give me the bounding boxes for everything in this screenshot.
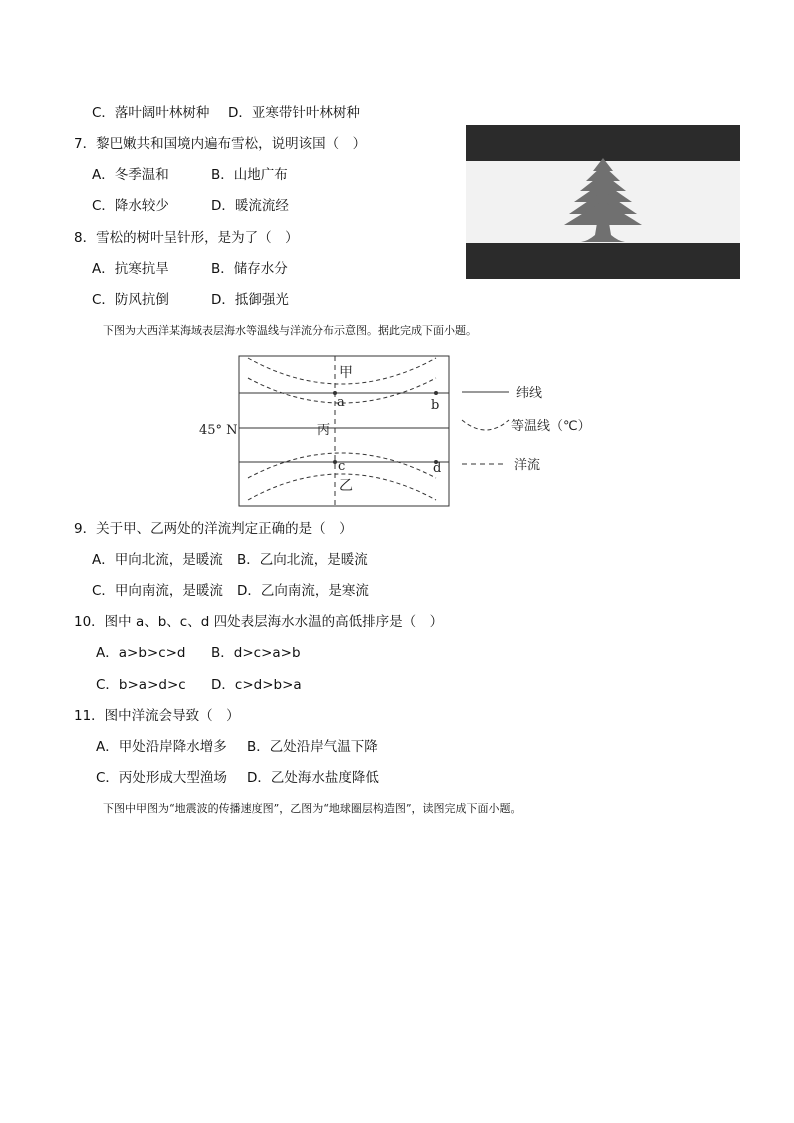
q10-option-c: C．b>a>d>c — [96, 677, 186, 693]
q8-option-a: A．抗寒抗旱 — [92, 261, 169, 277]
q7-option-a: A．冬季温和 — [92, 167, 169, 183]
flag-top-band — [466, 125, 740, 161]
label-a: a — [337, 395, 345, 410]
q7-option-c: C．降水较少 — [92, 198, 169, 214]
point-c — [333, 460, 337, 464]
latitude-45n-label: 45° N — [199, 423, 238, 438]
q11-stem: 11．图中洋流会导致（ ） — [74, 708, 240, 724]
q10-stem: 10．图中 a、b、c、d 四处表层海水水温的高低排序是（ ） — [74, 614, 444, 630]
q11-option-a: A．甲处沿岸降水增多 — [96, 739, 227, 755]
label-b: b — [431, 398, 440, 413]
q8-option-c: C．防风抗倒 — [92, 292, 169, 308]
q7-option-b: B．山地广布 — [211, 167, 288, 183]
label-jia: 甲 — [339, 365, 353, 381]
q6-option-d: D．亚寒带针叶林树种 — [228, 105, 360, 121]
q10-option-d: D．c>d>b>a — [211, 677, 302, 693]
label-yi: 乙 — [339, 478, 353, 494]
lebanon-flag-image — [466, 125, 740, 279]
q11-option-d: D．乙处海水盐度降低 — [247, 770, 379, 786]
q11-option-b: B．乙处沿岸气温下降 — [247, 739, 378, 755]
q9-option-c: C．甲向南流，是暖流 — [92, 583, 223, 599]
point-b — [434, 391, 438, 395]
flag-bottom-band — [466, 243, 740, 279]
legend-latitude-label: 纬线 — [516, 386, 543, 401]
q9-stem: 9．关于甲、乙两处的洋流判定正确的是（ ） — [74, 521, 353, 537]
q10-option-a: A．a>b>c>d — [96, 645, 186, 661]
intro-ocean-diagram: 下图为大西洋某海域表层海水等温线与洋流分布示意图。据此完成下面小题。 — [103, 324, 477, 337]
ocean-isotherm-diagram — [196, 350, 616, 510]
q10-option-b: B．d>c>a>b — [211, 645, 301, 661]
label-d: d — [433, 461, 442, 476]
legend-current-label: 洋流 — [514, 458, 541, 473]
q7-stem: 7．黎巴嫩共和国境内遍布雪松，说明该国（ ） — [74, 136, 367, 152]
label-bing: 丙 — [317, 423, 331, 438]
q9-option-b: B．乙向北流，是暖流 — [237, 552, 368, 568]
q8-option-b: B．储存水分 — [211, 261, 288, 277]
legend-isotherm-swatch — [462, 420, 509, 430]
q11-option-c: C．丙处形成大型渔场 — [96, 770, 227, 786]
label-c: c — [338, 459, 346, 474]
q9-option-a: A．甲向北流，是暖流 — [92, 552, 223, 568]
q9-option-d: D．乙向南流，是寒流 — [237, 583, 369, 599]
intro-earth-layers: 下图中甲图为“地震波的传播速度图”，乙图为“地球圈层构造图”，读图完成下面小题。 — [103, 802, 522, 815]
q8-option-d: D．抵御强光 — [211, 292, 289, 308]
q6-option-c: C．落叶阔叶林树种 — [92, 105, 210, 121]
q8-stem: 8．雪松的树叶呈针形，是为了（ ） — [74, 230, 299, 246]
legend-isotherm-label: 等温线（℃） — [511, 419, 591, 434]
q7-option-d: D．暖流流经 — [211, 198, 289, 214]
